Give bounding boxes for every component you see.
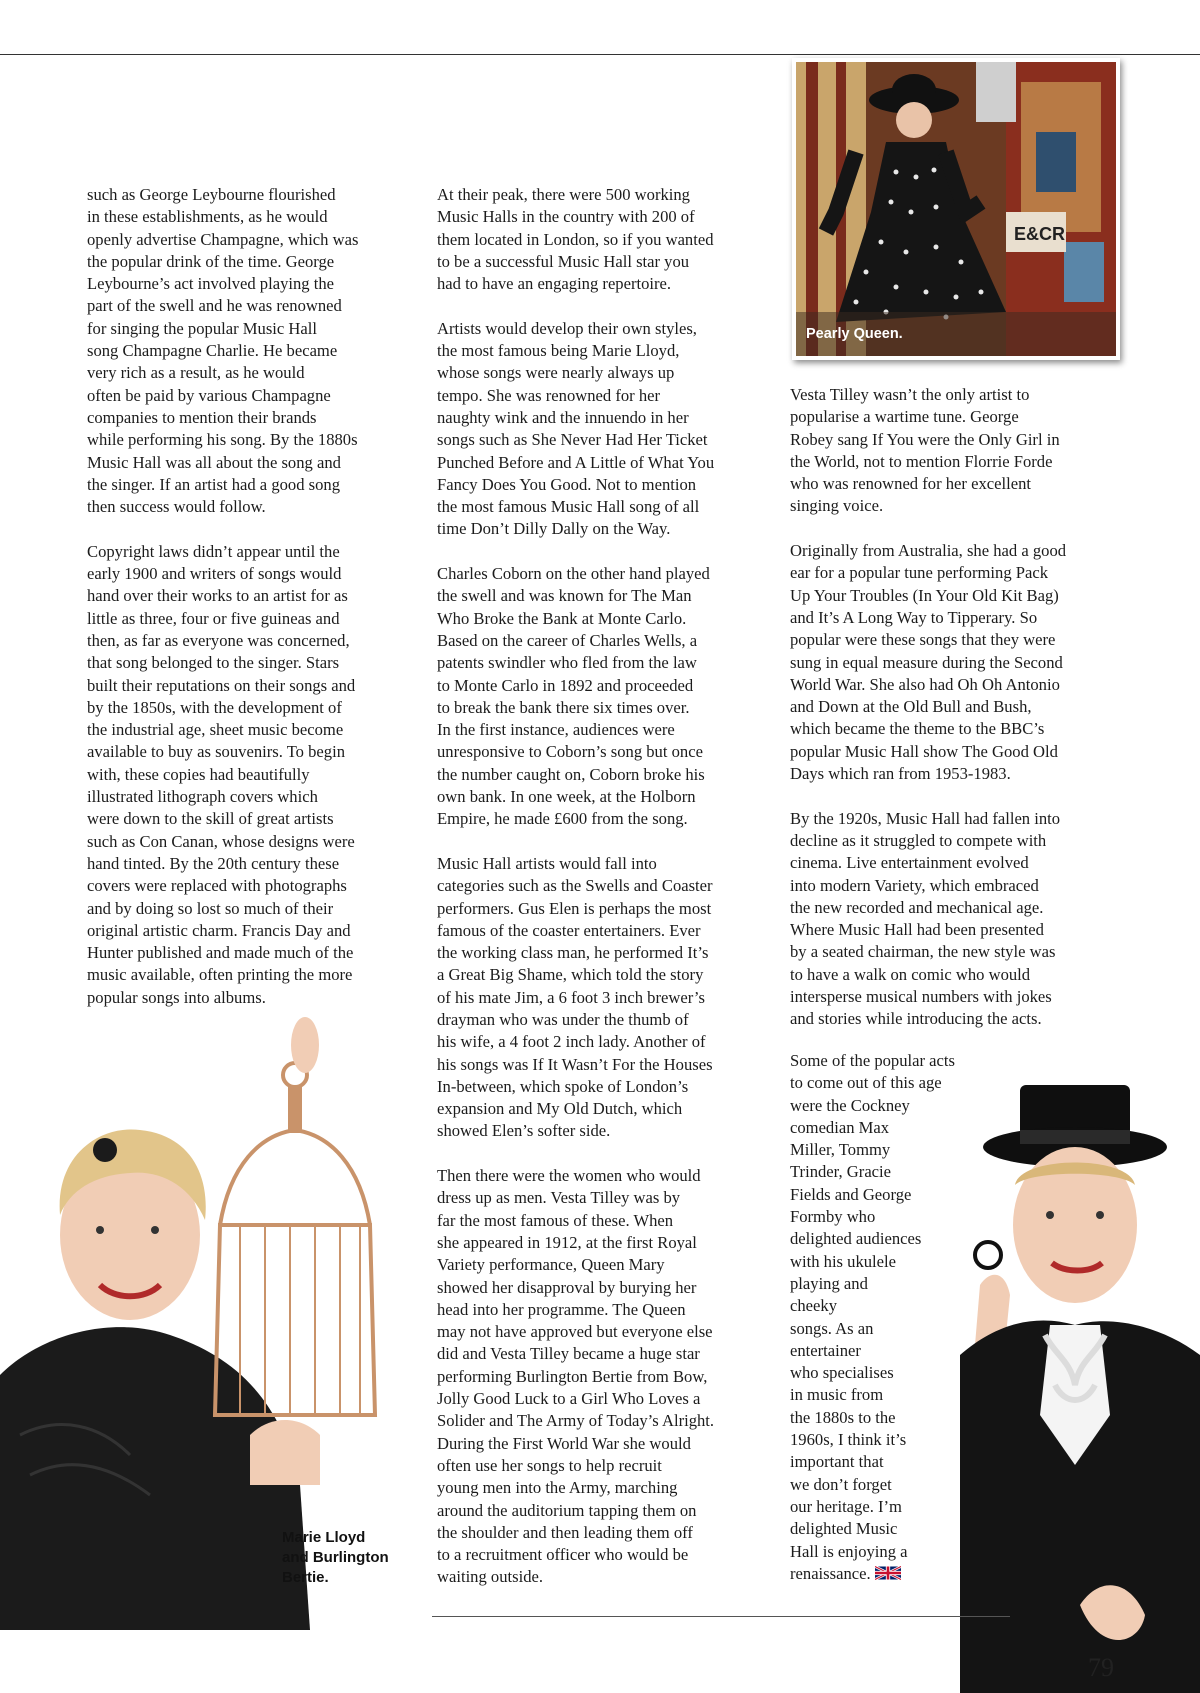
paragraph: Artists would develop their own styles, the most famous being Marie Lloyd, whose songs were nearly always up tempo. She was renowned for her naughty wink and the innuendo in her songs such as She Never Had Her Ticket Punched Before and A Little of What You Fancy Does You Good. Not to mention the most famous Music Hall song of all time Don’t Dilly Dally on the Way. <box>437 318 715 539</box>
paragraph: Copyright laws didn’t appear until the early 1900 and writers of songs would hand over their works to an artist for as little as three, four or five guineas and then, as far as everyone was concerned, that song belonged to the singer. Stars built their reputations on their songs and by the 1850s, with the development of the industrial age, sheet music become available to buy as souvenirs. To begin with, these copies had beautifully illustrated lithograph covers which were down to the skill of great artists such as Con Canan, whose designs were hand tinted. By the 20th century these covers were replaced with photographs and by doing so lost so much of their original artistic charm. Francis Day and Hunter published and made much of the music available, often printing the more popular songs into albums. <box>87 541 356 1007</box>
vesta-tilley-photo <box>960 1085 1200 1693</box>
paragraph: Then there were the women who would dress up as men. Vesta Tilley was by far the most famous of these. When she appeared in 1912, at the first Royal Variety performance, Queen Mary showed her disapproval by burying her head into her programme. The Queen may not have approved but everyone else did and Vesta Tilley became a huge star performing Burlington Bertie from Bow, Jolly Good Luck to a Girl Who Loves a Solider and The Army of Today’s Alright. During the First World War she would often use her songs to help recruit young men into the Army, marching around the auditorium tapping them on the shoulder and then leading them off to a recruitment officer who would be waiting outside. <box>437 1166 715 1587</box>
pearly-queen-caption: Pearly Queen. <box>806 326 903 342</box>
paragraph: Charles Coborn on the other hand played the swell and was known for The Man Who Broke the Bank at Monte Carlo. Based on the career of Charles Wells, a patents swindler who fled from the law to Monte Carlo in 1892 and proceeded to break the bank there six times over. In the first instance, audiences were unresponsive to Coborn’s song but once the number caught on, Coborn broke his own bank. In one week, at the Holborn Empire, he made £600 from the song. <box>437 564 710 829</box>
article-column-2 <box>437 184 773 1611</box>
sign-text: E&CR <box>1014 224 1066 244</box>
pearly-queen-photo-frame <box>792 58 1120 360</box>
page-number: 79 <box>1088 1653 1114 1682</box>
paragraph: Music Hall artists would fall into categories such as the Swells and Coaster performers. Gus Elen is perhaps the most famous of the coaster entertainers. Ever the working class man, he performed It’s a Great Big Shame, which told the story of his mate Jim, a 6 foot 3 inch brewer’s drayman who was under the thumb of his wife, a 4 foot 2 inch lady. Another of his songs was If It Wasn’t For the Houses In-between, which spoke of London’s expansion and My Old Dutch, which showed Elen’s softer side. <box>437 853 713 1141</box>
article-column-3 <box>790 384 1120 1053</box>
paragraph-text: Some of the popular acts to come out of this age were the Cockney comedian Max Miller, Tommy Trinder, Gracie Fields and George Formby who delighted audiences with his ukulele playing and cheeky songs. As an entertainer who specialises in music from the 1880s to the 1960s, I think it’s important that we don’t forget our heritage. I’m delighted Music Hall is enjoying a renaissance. <box>790 1051 955 1583</box>
paragraph: such as George Leybourne flourished in these establishments, as he would openly advertise Champagne, which was the popular drink of the time. George Leybourne’s act involved playing the part of the swell and he was renowned for singing the popular Music Hall song Champagne Charlie. He became very rich as a result, as he would often be paid by various Champagne companies to mention their brands while performing his song. By the 1880s Music Hall was all about the song and the singer. If an artist had a good song then success would follow. <box>87 185 359 517</box>
paragraph: Originally from Australia, she had a good ear for a popular tune performing Pack Up Your Troubles (In Your Old Kit Bag) and It’s A Long Way to Tipperary. So popular were these songs that they were sung in equal measure during the Second World War. She also had Oh Oh Antonio and Down at the Old Bull and Bush, which became the theme to the BBC’s popular Music Hall show The Good Old Days which ran from 1953-1983. <box>790 541 1067 784</box>
paragraph: By the 1920s, Music Hall had fallen into decline as it struggled to compete with cinema. Live entertainment evolved into modern Variety, which embraced the new recorded and mechanical age. Where Music Hall had been presented by a seated chairman, the new style was to have a walk on comic who would intersperse musical numbers with jokes and stories while introducing the acts. <box>790 808 1061 1029</box>
article-column-1 <box>87 184 409 1031</box>
top-rule <box>0 54 1200 55</box>
bottom-rule <box>432 1616 1010 1617</box>
union-jack-flag-icon <box>875 1565 901 1581</box>
paragraph: Vesta Tilley wasn’t the only artist to popularise a wartime tune. George Robey sang If You were the Only Girl in the World, not to mention Florrie Forde who was renowned for her excellent singing voice. <box>790 385 1060 516</box>
pearly-queen-photo <box>796 62 1116 356</box>
paragraph: At their peak, there were 500 working Music Halls in the country with 200 of them located in London, so if you wanted to be a successful Music Hall star you had to have an engaging repertoire. <box>437 185 714 294</box>
marie-lloyd-caption: Marie Lloyd and Burlington Bertie. <box>282 1529 389 1586</box>
